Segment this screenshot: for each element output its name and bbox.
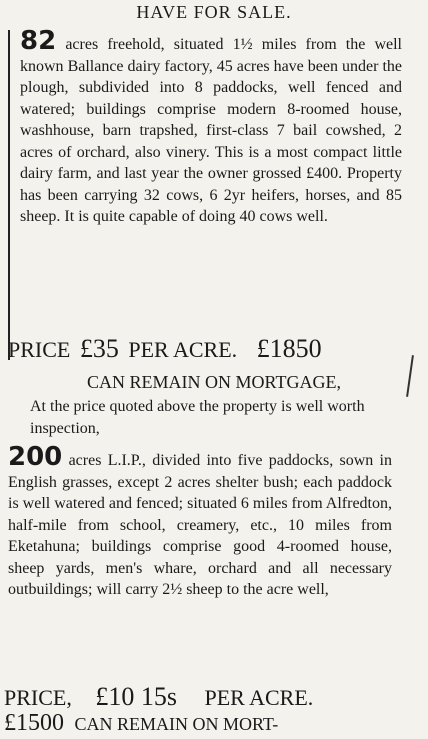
listing-2-price-label: PRICE,: [4, 685, 72, 710]
listing-1-mortgage: CAN REMAIN ON MORTGAGE,: [87, 372, 341, 392]
listing-2-body: [8, 442, 393, 678]
listing-1-per-acre-label: PER ACRE.: [128, 337, 238, 362]
listing-2-lot-number: 200: [8, 442, 63, 472]
listing-1-note: At the price quoted above the property is well worth inspection,: [30, 398, 365, 437]
listing-2-price-per-acre: £10 15s: [95, 682, 177, 711]
listing-2-description: acres L.I.P., divided into five paddocks, sown in English grasses, except 2 acres shelter bush; each paddock is well watered and fenced; situated 6 miles from Alfredton, half-mile from school, creamery, etc., 10 miles from Eketahuna; buildings comprise good 4-roomed house, sheep yards, men's whare, orchard and all necessary outbuildings; will carry 2½ sheep to the acre well,: [8, 452, 393, 598]
listing-1-price-label: PRICE: [8, 337, 71, 362]
listing-1-lot-number: 82: [20, 26, 57, 56]
listing-1-body: [20, 26, 403, 328]
listing-2-per-acre-label: PER ACRE.: [204, 685, 314, 710]
listing-2-price-total: £1500: [4, 710, 64, 736]
listing-2-footer-line: [4, 710, 428, 738]
listing-2-price-line: [4, 682, 424, 710]
ad-heading: HAVE FOR SALE.: [136, 2, 292, 22]
listing-1-price-total: £1850: [256, 334, 322, 363]
listing-1-price-line: [8, 334, 408, 362]
listing-1-price-per-acre: £35: [79, 334, 119, 363]
listing-2-mortgage: CAN REMAIN ON MORT-: [74, 714, 279, 734]
listing-1-description: acres freehold, situated 1½ miles from the well known Ballance dairy factory, 45 acres have been under the plough, subdivided into 8 paddocks, well fenced and watered; buildings comprise modern 8-roomed house, washhouse, barn trapshed, first-class 7 bail cowshed, 2 acres of orchard, also vinery. This is a most compact little dairy farm, and last year the owner grossed £400. Property has been carrying 32 cows, 6 2yr heifers, horses, and 85 sheep. It is quite capable of doing 40 cows well.: [20, 36, 403, 225]
column-rule: [8, 30, 10, 360]
